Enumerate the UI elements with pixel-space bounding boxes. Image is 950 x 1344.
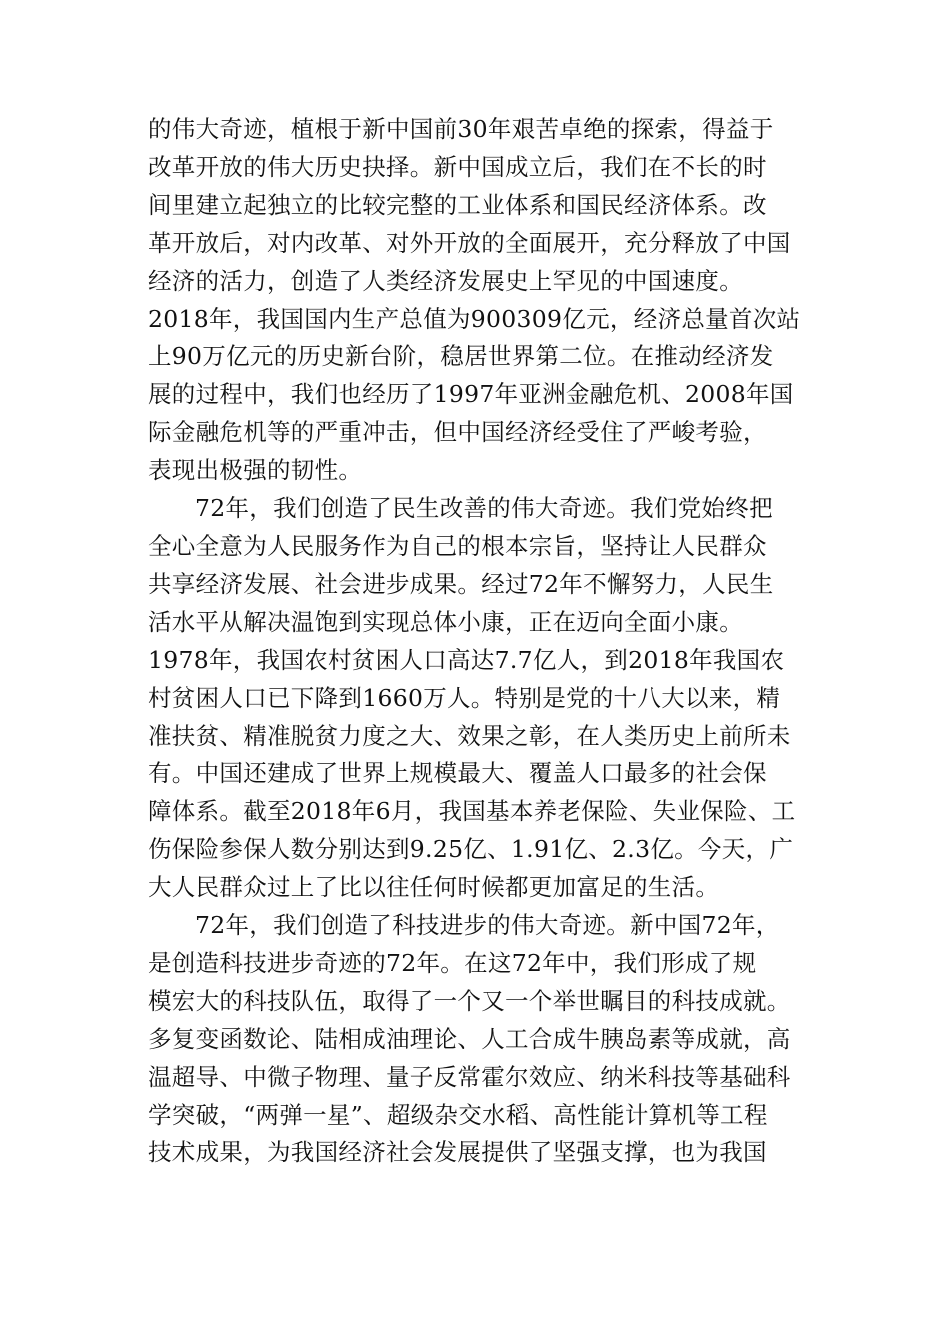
text-line: 间里建立起独立的比较完整的工业体系和国民经济体系。改: [148, 190, 767, 219]
text-line: 障体系。截至2018年6月，我国基本养老保险、失业保险、工: [148, 797, 796, 826]
text-line: 大人民群众过上了比以往任何时候都更加富足的生活。: [148, 873, 720, 902]
text-line: 活水平从解决温饱到实现总体小康，正在迈向全面小康。: [148, 607, 743, 636]
text-line: 温超导、中微子物理、量子反常霍尔效应、纳米科技等基础科: [148, 1062, 791, 1091]
text-line: 改革开放的伟大历史抉择。新中国成立后，我们在不长的时: [148, 152, 767, 181]
text-line-indented: 72年，我们创造了民生改善的伟大奇迹。我们党始终把: [195, 494, 773, 523]
text-line: 伤保险参保人数分别达到9.25亿、1.91亿、2.3亿。今天，广: [148, 835, 794, 864]
text-line: 的伟大奇迹，植根于新中国前30年艰苦卓绝的探索，得益于: [148, 115, 774, 143]
text-line: 1978年，我国农村贫困人口高达7.7亿人，到2018年我国农: [148, 645, 785, 674]
text-line-indented: 72年，我们创造了科技进步的伟大奇迹。新中国72年，: [195, 911, 780, 940]
text-line: 2018年，我国国内生产总值为900309亿元，经济总量首次站: [148, 304, 801, 333]
paragraph-economy: [148, 111, 810, 490]
paragraph-technology: [148, 907, 810, 1172]
text-line: 共享经济发展、社会进步成果。经过72年不懈努力，人民生: [148, 569, 774, 598]
text-line: 学突破，“两弹一星”、超级杂交水稻、高性能计算机等工程: [148, 1100, 768, 1129]
text-line: 经济的活力，创造了人类经济发展史上罕见的中国速度。: [148, 266, 743, 295]
paragraph-livelihood: [148, 490, 810, 907]
text-line: 有。中国还建成了世界上规模最大、覆盖人口最多的社会保: [148, 759, 767, 788]
text-line: 模宏大的科技队伍，取得了一个又一个举世瞩目的科技成就。: [148, 986, 791, 1015]
text-line: 准扶贫、精准脱贫力度之大、效果之彰，在人类历史上前所未: [148, 721, 791, 750]
text-line: 表现出极强的韧性。: [148, 456, 363, 485]
text-line: 多复变函数论、陆相成油理论、人工合成牛胰岛素等成就，高: [148, 1024, 791, 1053]
text-line: 展的过程中，我们也经历了1997年亚洲金融危机、2008年国: [148, 380, 794, 409]
text-line: 际金融危机等的严重冲击，但中国经济经受住了严峻考验，: [148, 418, 767, 447]
text-line: 是创造科技进步奇迹的72年。在这72年中，我们形成了规: [148, 948, 757, 977]
text-line: 技术成果，为我国经济社会发展提供了坚强支撑，也为我国: [148, 1138, 767, 1167]
text-line: 村贫困人口已下降到1660万人。特别是党的十八大以来，精: [148, 683, 781, 712]
text-line: 全心全意为人民服务作为自己的根本宗旨，坚持让人民群众: [148, 531, 767, 560]
text-line: 上90万亿元的历史新台阶，稳居世界第二位。在推动经济发: [148, 342, 774, 371]
document-page: [148, 111, 810, 1172]
text-line: 革开放后，对内改革、对外开放的全面展开，充分释放了中国: [148, 228, 791, 257]
